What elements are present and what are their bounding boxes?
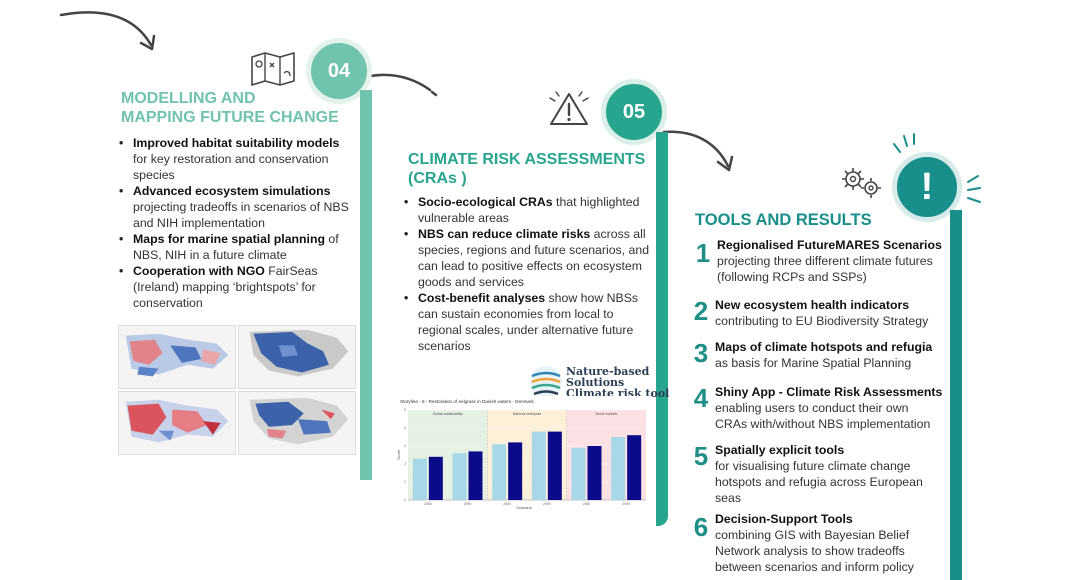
result-number: 5	[693, 441, 709, 471]
gears-icon	[840, 166, 882, 200]
folded-map-icon	[250, 51, 296, 87]
habitat-maps-panel	[118, 325, 358, 457]
map-panel-3	[118, 391, 236, 455]
chart-bar	[508, 442, 522, 500]
list-item: Shiny App - Climate Risk Assessments enabling users to conduct their own CRAs with/without NBS implementation	[715, 385, 943, 431]
chart-y-label: Score	[396, 449, 401, 460]
list-item: • Advanced ecosystem simulations projecting tradeoffs in scenarios of NBS and NIH implementation	[117, 183, 349, 231]
chart-y-tick-label: 3	[404, 444, 406, 449]
section-04-bullets	[117, 135, 349, 311]
result-number: 1	[695, 238, 711, 268]
warning-triangle-icon	[548, 90, 590, 128]
result-number: 2	[693, 296, 709, 326]
chart-bar	[588, 446, 602, 500]
chart-y-tick-label: 4	[404, 426, 406, 431]
chart-bar	[627, 435, 641, 500]
arrow-05-to-06	[660, 126, 740, 176]
chart-bar	[429, 457, 443, 500]
list-item: • Socio-ecological CRAs that highlighted vulnerable areas	[402, 194, 650, 226]
chart-x-tick-label: 2050	[582, 502, 591, 506]
chart-y-tick-label: 0	[404, 498, 406, 503]
map-panel-4	[238, 391, 356, 455]
result-number: 3	[693, 338, 709, 368]
step-04-line	[360, 90, 372, 480]
chart-bar	[413, 459, 427, 500]
chart-x-tick-label: 2090	[622, 502, 630, 506]
chart-x-tick-label: 2050	[424, 502, 432, 506]
chart-y-tick-label: 5	[404, 408, 406, 413]
list-item: • Maps for marine spatial planning of NBS, NIH in a future climate	[117, 231, 349, 263]
chart-x-tick-label: 2090	[463, 502, 472, 506]
step-05-line	[656, 132, 668, 526]
arrow-04-to-05	[366, 68, 446, 100]
climate-risk-bar-chart	[396, 396, 650, 510]
chart-bar	[548, 432, 562, 500]
chart-title: Storyline - 6 - Restoration of eelgrass in Danish waters - Denmark	[400, 399, 534, 404]
chart-y-tick-label: 1	[404, 480, 406, 485]
chart-panel-label: World markets	[595, 412, 618, 416]
section-05-bullets	[402, 194, 650, 354]
chart-bar	[611, 437, 625, 500]
chart-panel-label: National enterprise	[512, 412, 542, 416]
list-item: • Improved habitat suitability models for key restoration and conservation species	[117, 135, 349, 183]
step-04-badge: 04	[306, 38, 372, 104]
list-item: Spatially explicit tools for visualising future climate change hotspots and refugia across European seas	[715, 443, 923, 505]
chart-x-tick-label: 2090	[543, 502, 551, 506]
chart-bar	[492, 444, 506, 500]
chart-y-tick-label: 2	[404, 462, 406, 467]
step-05-badge: 05	[601, 79, 667, 145]
chart-bar	[469, 451, 483, 500]
chart-bar	[572, 448, 586, 500]
list-item: Regionalised FutureMARES Scenarios projecting three different climate futures (following RCPs and SSPs)	[717, 238, 942, 284]
chart-x-label: Scenario	[516, 505, 532, 510]
map-panel-2	[238, 325, 356, 389]
section-06-title: TOOLS AND RESULTS	[695, 211, 872, 229]
top-left-arrow	[55, 5, 165, 60]
chart-bar	[532, 432, 546, 500]
step-06-alert-badge: !	[892, 152, 962, 222]
result-number: 6	[693, 512, 709, 542]
nbs-tool-logo-text: Nature-based Solutions Climate risk tool	[566, 365, 670, 400]
map-panel-1	[118, 325, 236, 389]
list-item: Maps of climate hotspots and refugia as basis for Marine Spatial Planning	[715, 340, 933, 370]
chart-bar	[453, 453, 467, 500]
section-05-title: CLIMATE RISK ASSESSMENTS (CRAs )	[408, 151, 646, 187]
list-item: • Cost-benefit analyses show how NBSs can sustain economies from local to regional scales, under alternative future scenarios	[402, 290, 650, 354]
step-06-line	[950, 210, 962, 580]
list-item: Decision-Support Tools combining GIS with Bayesian Belief Network analysis to show tradeoffs between scenarios and inform policy	[715, 512, 914, 574]
section-04-title: MODELLING AND MAPPING FUTURE CHANGE	[121, 90, 339, 126]
list-item: • Cooperation with NGO FairSeas (Ireland) mapping ‘brightspots’ for conservation	[117, 263, 349, 311]
result-number: 4	[693, 383, 709, 413]
chart-x-tick-label: 2050	[503, 502, 511, 506]
chart-panel-label: Global sustainability	[432, 412, 463, 416]
list-item: • NBS can reduce climate risks across all species, regions and future scenarios, and can lead to positive effects on ecosystem goods and services	[402, 226, 650, 290]
list-item: New ecosystem health indicators contributing to EU Biodiversity Strategy	[715, 298, 929, 328]
